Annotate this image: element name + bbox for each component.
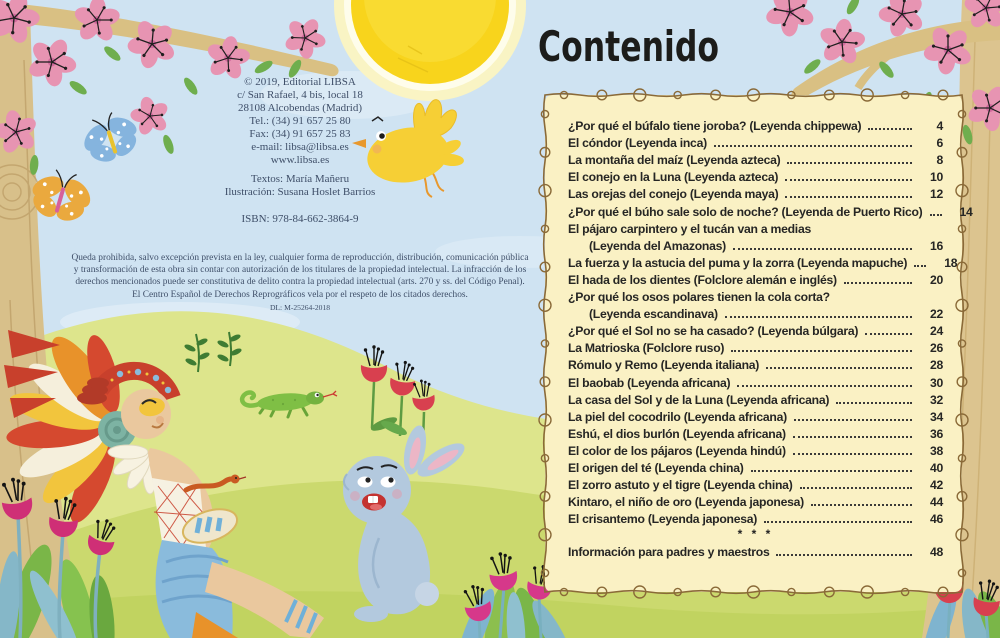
deposit-line: DL: M-25264-2018	[269, 302, 331, 312]
toc-entry[interactable]	[568, 390, 943, 407]
toc-entry[interactable]	[568, 355, 943, 372]
toc-entry-title: La piel del cocodrilo (Leyenda africana)	[568, 409, 787, 424]
toc-page-number: 28	[929, 358, 943, 373]
toc-entry-title: Rómulo y Remo (Leyenda italiana)	[568, 358, 760, 373]
publisher-info-block	[70, 76, 530, 312]
toc-entry-title: La fuerza y la astucia del puma y la zorra (Leyenda mapuche)	[568, 255, 908, 270]
toc-leader-dots	[793, 453, 912, 455]
toc-entry-title: El origen del té (Leyenda china)	[568, 460, 744, 475]
toc-entry[interactable]	[568, 542, 943, 559]
publisher-line: www.libsa.es	[270, 154, 330, 166]
toc-entry[interactable]	[568, 150, 943, 167]
toc-entry[interactable]	[568, 304, 943, 321]
toc-page-number: 16	[929, 238, 943, 253]
toc-entry[interactable]	[568, 509, 943, 526]
toc-entry-title: (Leyenda escandinava)	[589, 307, 718, 322]
toc-entry-title: Kintaro, el niño de oro (Leyenda japonesa)	[568, 495, 804, 510]
toc-entry[interactable]	[568, 458, 943, 475]
toc-leader-dots	[914, 265, 926, 267]
toc-page-number: 4	[936, 119, 943, 134]
legal-notice: Queda prohibida, salvo excepción prevista en la ley, cualquier forma de reproducción, distribución, comunicación pública y transformación de esta obra sin contar con autorización de los titulares de la propiedad intelectual. La infracción de los derechos mencionados puede ser constitutiva de delito contra la propiedad intelectual (arts. 270 y ss. del Código Penal). El Centro Español de Derechos Reprográficos vela por el respeto de los citados derechos.	[71, 253, 529, 300]
publisher-line: Tel.: (34) 91 657 25 80	[249, 115, 351, 127]
publisher-line: c/ San Rafael, 4 bis, local 18	[237, 89, 363, 101]
toc-entry[interactable]	[568, 492, 943, 509]
toc-leader-dots	[836, 402, 912, 404]
publisher-line: © 2019, Editorial LIBSA	[244, 76, 356, 88]
toc-page-number: 42	[929, 478, 943, 493]
toc-entry-title: El baobab (Leyenda africana)	[568, 375, 731, 390]
toc-entry[interactable]	[568, 167, 943, 184]
toc-leader-dots	[865, 333, 912, 335]
toc-entry-title: ¿Por qué el búfalo tiene joroba? (Leyenda chippewa)	[568, 119, 862, 134]
toc-entry[interactable]	[568, 133, 943, 150]
credits	[70, 173, 530, 199]
toc-page-number: 46	[929, 512, 943, 527]
toc-leader-dots	[785, 196, 912, 198]
toc-leader-dots	[785, 179, 912, 181]
toc-entry-title: El cóndor (Leyenda inca)	[568, 136, 707, 151]
toc-page-number: 48	[929, 545, 943, 560]
toc-entry-title: (Leyenda del Amazonas)	[589, 238, 726, 253]
toc-page-number: 18	[944, 255, 958, 270]
toc-page-number: 44	[929, 495, 943, 510]
toc-entry-title: ¿Por qué el búho sale solo de noche? (Leyenda de Puerto Rico)	[568, 204, 923, 219]
toc-entry-title: El crisantemo (Leyenda japonesa)	[568, 512, 758, 527]
toc-leader-dots	[787, 162, 912, 164]
isbn-line: ISBN: 978-84-662-3864-9	[241, 213, 359, 225]
toc-entry-title: Las orejas del conejo (Leyenda maya)	[568, 187, 779, 202]
toc-entry-title: El pájaro carpintero y el tucán van a medias	[568, 221, 812, 236]
credits-line: Ilustración: Susana Hoslet Barrios	[224, 186, 376, 198]
toc-entry-title: El hada de los dientes (Folclore alemán e inglés)	[568, 272, 837, 287]
toc-entry-title: ¿Por qué los osos polares tienen la cola corta?	[568, 290, 830, 305]
toc-entry[interactable]	[568, 287, 943, 304]
toc-leader-dots	[844, 282, 912, 284]
toc-page-number: 38	[929, 443, 943, 458]
toc-page-number: 32	[929, 392, 943, 407]
toc-separator: * * *	[737, 527, 774, 542]
publisher-address	[70, 76, 530, 167]
toc-leader-dots	[725, 316, 912, 318]
toc-page-number: 22	[929, 307, 943, 322]
toc-page-number: 24	[929, 324, 943, 339]
toc-entry[interactable]	[568, 184, 943, 201]
toc-page-number: 30	[929, 375, 943, 390]
toc-leader-dots	[764, 521, 912, 523]
toc-page-number: 6	[936, 136, 943, 151]
contents-title: Contenido	[538, 22, 720, 71]
toc-entry[interactable]	[568, 475, 943, 492]
toc-page-number: 10	[929, 170, 943, 185]
toc-leader-dots	[731, 350, 912, 352]
toc-page-number: 14	[959, 204, 973, 219]
toc-leader-dots	[714, 145, 912, 147]
toc-entry-title: La Matrioska (Folclore ruso)	[568, 341, 725, 356]
toc-panel	[545, 95, 973, 592]
publisher-line: e-mail: libsa@libsa.es	[251, 141, 349, 153]
toc-leader-dots	[766, 367, 912, 369]
toc-page-number: 40	[929, 460, 943, 475]
toc-leader-dots	[811, 504, 912, 506]
toc-entry[interactable]	[568, 441, 943, 458]
toc-leader-dots	[776, 554, 912, 556]
toc-page-number: 36	[929, 426, 943, 441]
toc-entry[interactable]	[568, 424, 943, 441]
toc-entry-title: ¿Por qué el Sol no se ha casado? (Leyenda búlgara)	[568, 324, 859, 339]
toc-entry-title: El color de los pájaros (Leyenda hindú)	[568, 443, 786, 458]
toc-entry[interactable]	[568, 253, 958, 270]
toc-leader-dots	[751, 470, 912, 472]
toc-entry[interactable]	[568, 321, 943, 338]
toc-leader-dots	[930, 214, 942, 216]
toc-entry[interactable]	[568, 236, 943, 253]
publisher-line: Fax: (34) 91 657 25 83	[249, 128, 351, 140]
toc-leader-dots	[800, 487, 913, 489]
toc-entry[interactable]	[568, 219, 943, 236]
toc-entry-title: Eshú, el dios burlón (Leyenda africana)	[568, 426, 786, 441]
toc-entry-title: El zorro astuto y el tigre (Leyenda china)	[568, 478, 793, 493]
toc-list	[568, 116, 973, 578]
toc-entry[interactable]	[568, 372, 943, 389]
toc-leader-dots	[794, 419, 912, 421]
toc-entry-title: El conejo en la Luna (Leyenda azteca)	[568, 170, 779, 185]
toc-entry-title: La montaña del maíz (Leyenda azteca)	[568, 153, 781, 168]
toc-leader-dots	[737, 385, 912, 387]
toc-page-number: 34	[929, 409, 943, 424]
toc-entry-title: Información para padres y maestros	[568, 545, 770, 560]
toc-entry[interactable]	[568, 270, 943, 287]
toc-entry-title: La casa del Sol y de la Luna (Leyenda africana)	[568, 392, 830, 407]
toc-entry[interactable]	[568, 116, 943, 133]
toc-entry[interactable]	[568, 201, 973, 219]
toc-page-number: 12	[929, 187, 943, 202]
toc-page-number: 8	[936, 153, 943, 168]
toc-entry[interactable]	[568, 338, 943, 355]
toc-leader-dots	[733, 248, 912, 250]
credits-line: Textos: María Mañeru	[250, 173, 350, 185]
toc-page-number: 26	[929, 341, 943, 356]
toc-leader-dots	[868, 128, 912, 130]
toc-page-number: 20	[929, 272, 943, 287]
toc-entry[interactable]	[568, 407, 943, 424]
toc-leader-dots	[793, 436, 912, 438]
publisher-line: 28108 Alcobendas (Madrid)	[237, 102, 363, 114]
